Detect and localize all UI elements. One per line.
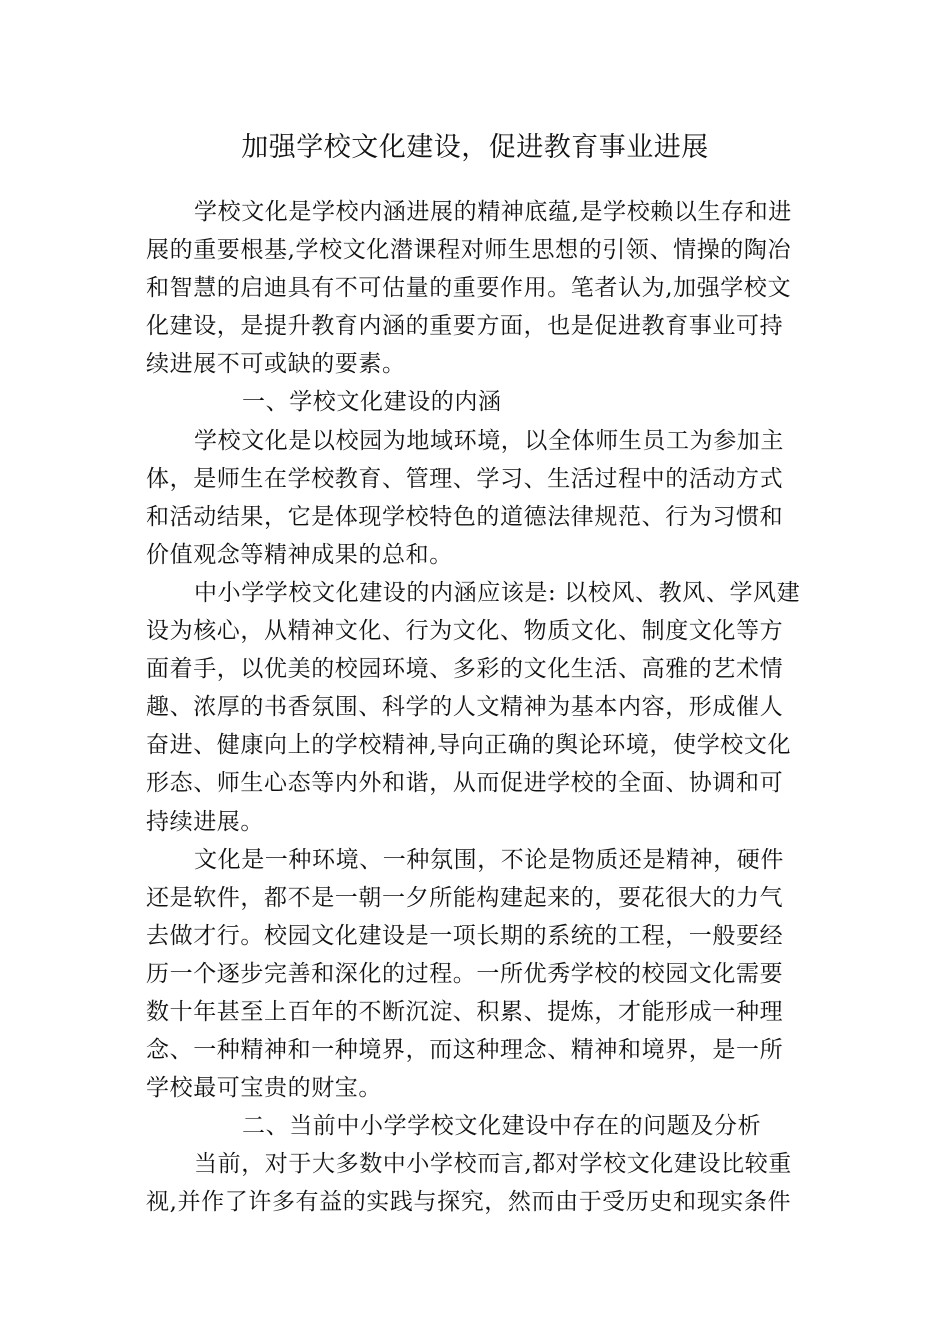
paragraph-1-line-1: 学校文化是学校内涵进展的精神底蕴,是学校赖以生存和进 — [194, 199, 792, 225]
paragraph-1-line-4: 化建设，是提升教育内涵的重要方面，也是促进教育事业可持 — [146, 313, 784, 340]
paragraph-2-line-4: 价值观念等精神成果的总和。 — [146, 541, 453, 568]
paragraph-3-line-7: 持续进展。 — [146, 808, 264, 835]
paragraph-3-line-4: 趣、浓厚的书香氛围、科学的人文精神为基本内容，形成催人 — [146, 694, 784, 721]
paragraph-4-line-1: 文化是一种环境、一种氛围，不论是物质还是精神，硬件 — [194, 846, 784, 873]
paragraph-2-line-2: 体，是师生在学校教育、管理、学习、生活过程中的活动方式 — [146, 465, 784, 492]
document-body — [146, 193, 806, 1222]
paragraph-1-line-5: 续进展不可或缺的要素。 — [146, 351, 406, 378]
paragraph-1-line-3: 和智慧的启迪具有不可估量的重要作用。笔者认为,加强学校文 — [146, 275, 792, 302]
paragraph-3-line-6: 形态、师生心态等内外和谐，从而促进学校的全面、协调和可 — [146, 770, 784, 797]
paragraph-3-line-3: 面着手，以优美的校园环境、多彩的文化生活、高雅的艺术情 — [146, 656, 784, 683]
paragraph-4-line-6: 念、一种精神和一种境界，而这种理念、精神和境界，是一所 — [146, 1037, 784, 1064]
document-title: 加强学校文化建设，促进教育事业进展 — [241, 132, 709, 163]
paragraph-1-line-2: 展的重要根基,学校文化潜课程对师生思想的引领、情操的陶冶 — [146, 237, 792, 264]
paragraph-5-line-1: 当前，对于大多数中小学校而言,都对学校文化建设比较重 — [194, 1151, 792, 1178]
paragraph-2-line-3: 和活动结果，它是体现学校特色的道德法律规范、行为习惯和 — [146, 503, 784, 530]
paragraph-4-line-2: 还是软件，都不是一朝一夕所能构建起来的，要花很大的力气 — [146, 884, 784, 911]
paragraph-4-line-3: 去做才行。校园文化建设是一项长期的系统的工程，一般要经 — [146, 922, 784, 949]
paragraph-4-line-4: 历一个逐步完善和深化的过程。一所优秀学校的校园文化需要 — [146, 960, 784, 987]
paragraph-3-line-1: 中小学学校文化建设的内涵应该是: 以校风、教风、学风建 — [194, 579, 801, 606]
paragraph-2-line-1: 学校文化是以校园为地域环境，以全体师生员工为参加主 — [194, 427, 784, 454]
paragraph-3-line-5: 奋进、健康向上的学校精神,导向正确的舆论环境，使学校文化 — [146, 732, 792, 759]
paragraph-3-line-2: 设为核心，从精神文化、行为文化、物质文化、制度文化等方 — [146, 618, 784, 645]
paragraph-5-line-2: 视,并作了许多有益的实践与探究，然而由于受历史和现实条件 — [146, 1189, 792, 1216]
section-heading-1: 一、学校文化建设的内涵 — [242, 389, 502, 416]
paragraph-4-line-5: 数十年甚至上百年的不断沉淀、积累、提炼，才能形成一种理 — [146, 998, 784, 1025]
section-heading-2: 二、当前中小学学校文化建设中存在的问题及分析 — [242, 1113, 762, 1140]
paragraph-4-line-7: 学校最可宝贵的财宝。 — [146, 1075, 382, 1102]
